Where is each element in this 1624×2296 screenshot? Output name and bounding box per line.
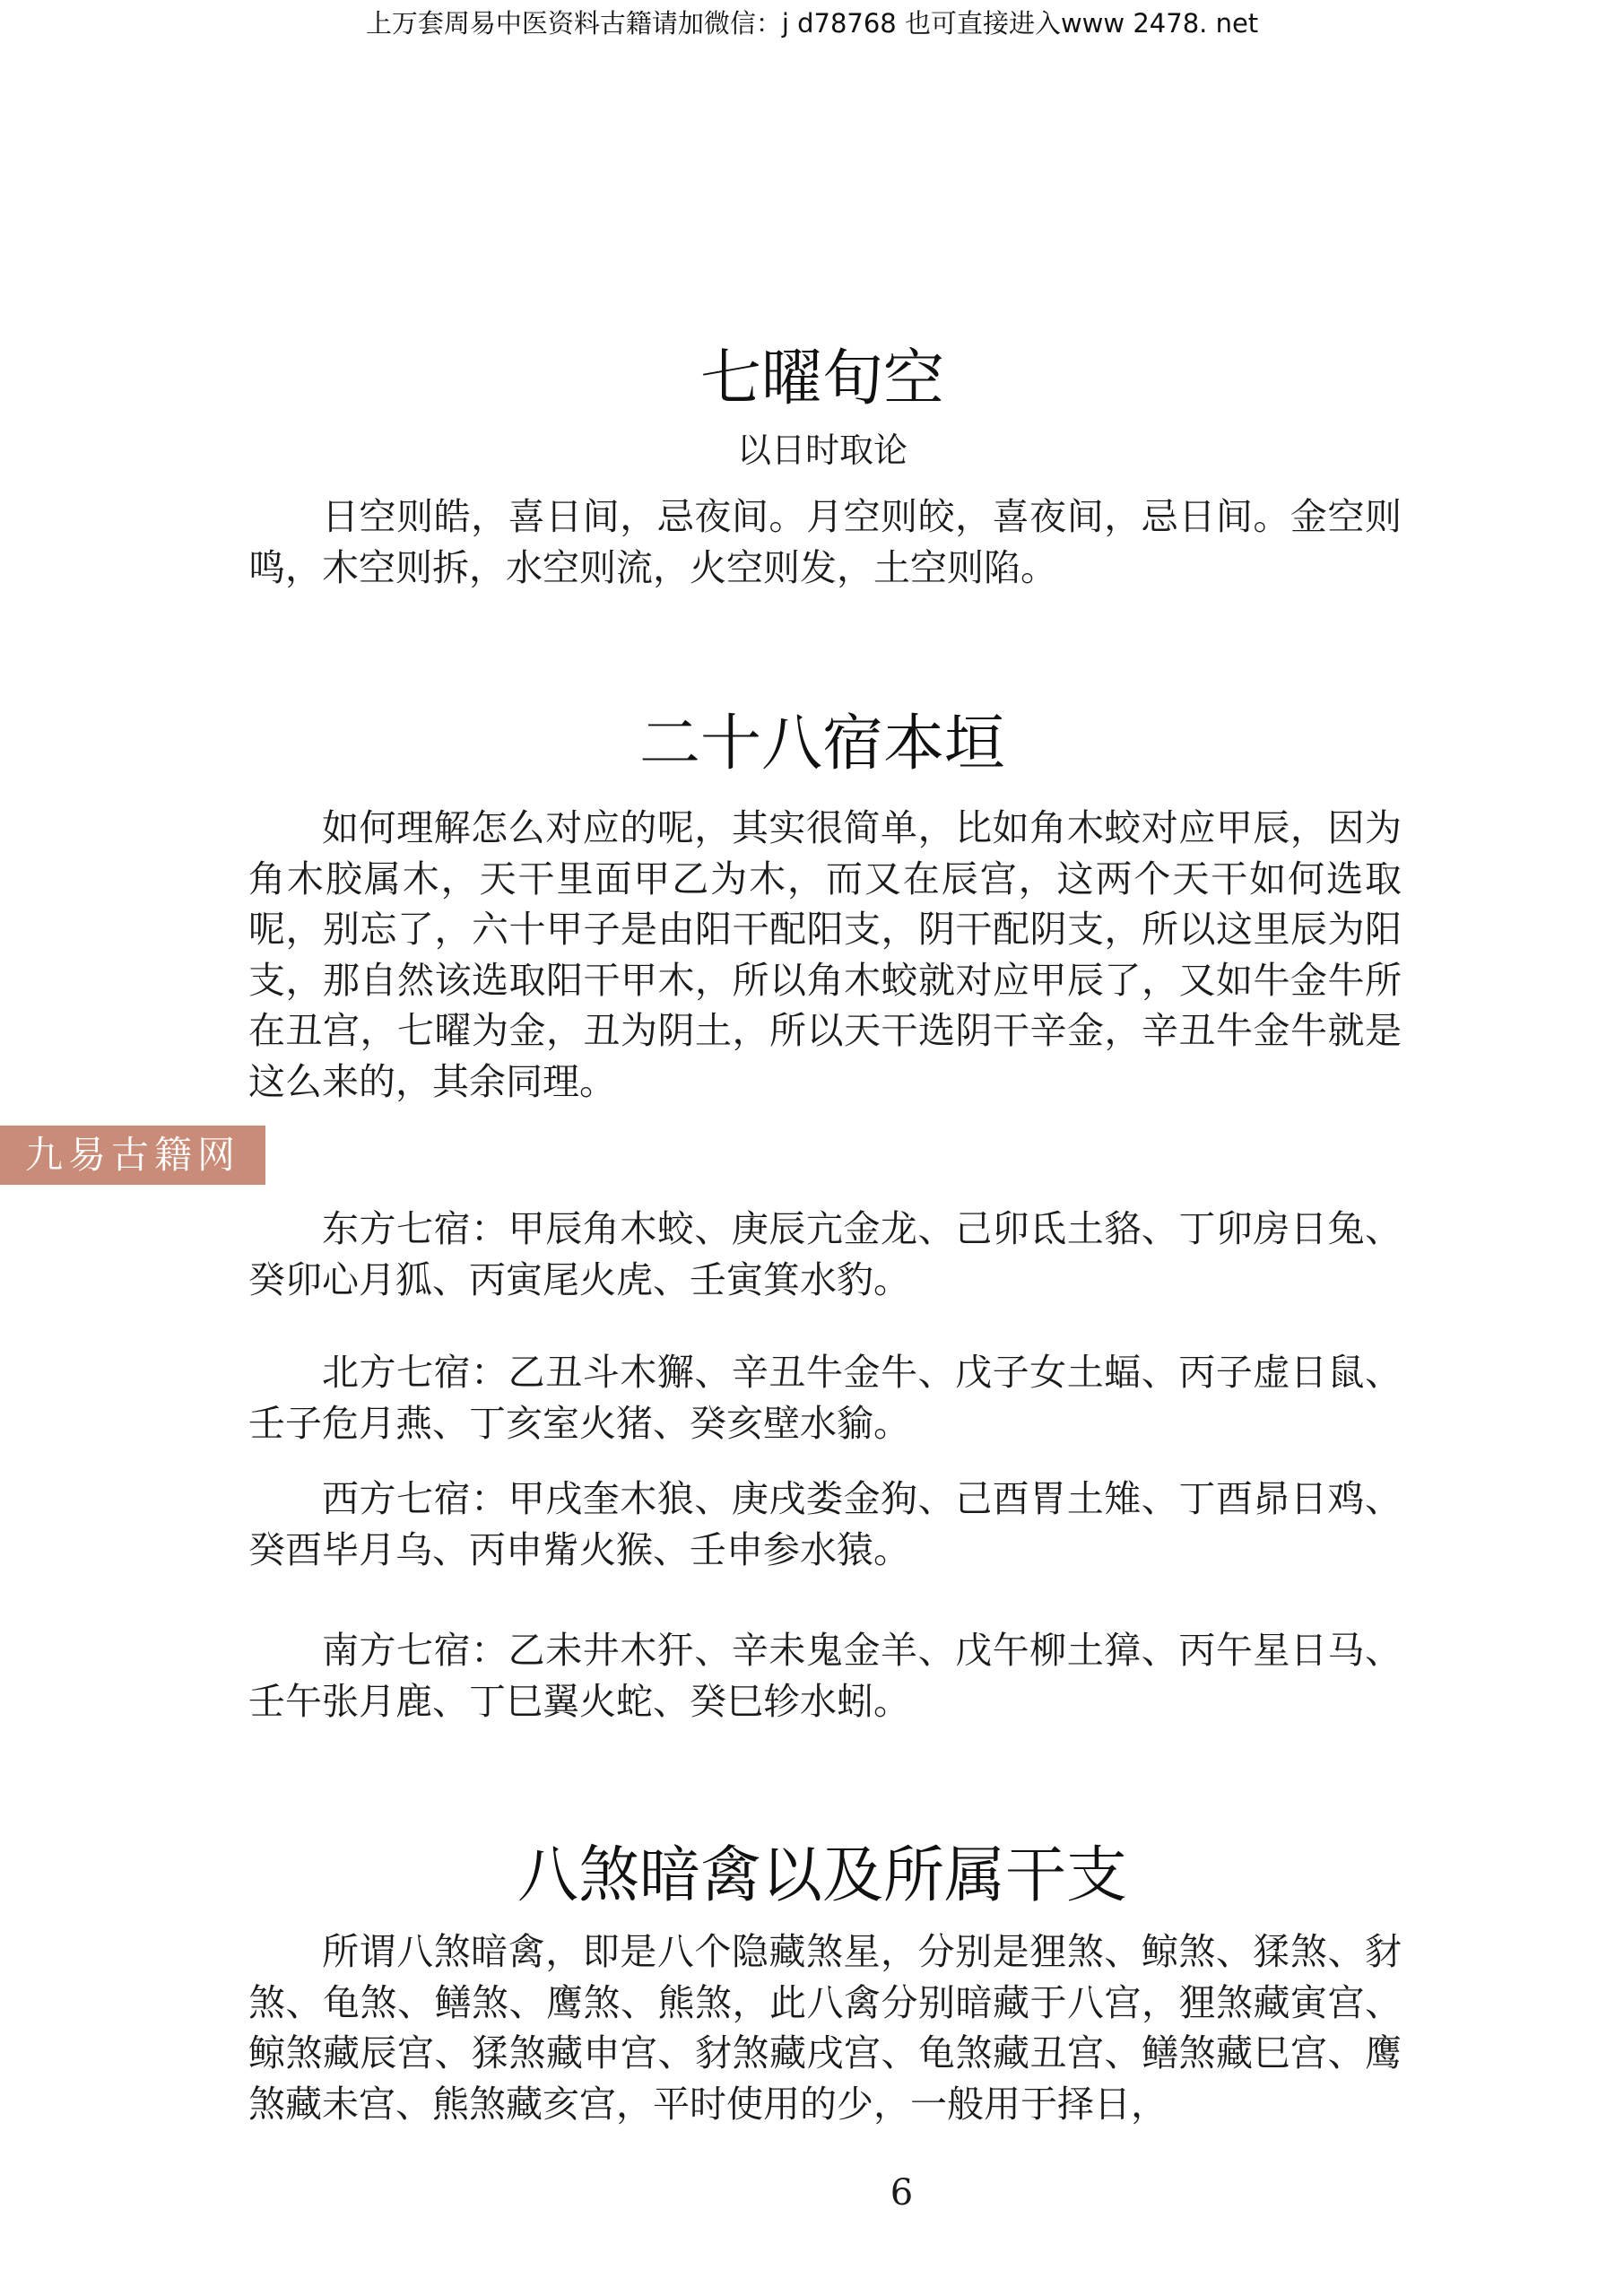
section-title-qiyao: 七曜旬空 bbox=[699, 344, 944, 414]
section-title-basha: 八煞暗禽以及所属干支 bbox=[517, 1840, 1127, 1911]
paragraph-qiyao: 日空则皓，喜日间，忌夜间。月空则皎，喜夜间，忌日间。金空则鸣，木空则拆，水空则流，火空则发，土空则陷。 bbox=[248, 495, 1402, 589]
watermark-stamp: 九易古籍网 bbox=[0, 1126, 265, 1185]
section-title-ershiba: 二十八宿本垣 bbox=[638, 709, 1005, 779]
section-subtitle-qiyao: 以日时取论 bbox=[736, 430, 908, 470]
paragraph-ershiba-intro: 如何理解怎么对应的呢，其实很简单，比如角木蛟对应甲辰，因为角木胶属木，天干里面甲乙为木，而又在辰宫，这两个天干如何选取呢，别忘了，六十甲子是由阳干配阳支，阴干配阴支，所以这里辰为阳支，那自然该选取阳干甲木，所以角木蛟就对应甲辰了，又如牛金牛所在丑宫，七曜为金，丑为阴土，所以天干选阴干辛金，辛丑牛金牛就是这么来的，其余同理。 bbox=[248, 806, 1402, 1103]
paragraph-basha: 所谓八煞暗禽，即是八个隐藏煞星，分别是狸煞、鲸煞、猱煞、豺煞、龟煞、鳝煞、鹰煞、熊煞，此八禽分别暗藏于八宫，狸煞藏寅宫、鲸煞藏辰宫、猱煞藏申宫、豺煞藏戌宫、龟煞藏丑宫、鳝煞藏巳宫、鹰煞藏未宫、熊煞藏亥宫，平时使用的少，一般用于择日， bbox=[248, 1930, 1402, 2126]
paragraph-north-mansions: 北方七宿：乙丑斗木獬、辛丑牛金牛、戊子女土蝠、丙子虚日鼠、 壬子危月燕、丁亥室火猪、癸亥壁水貐。 bbox=[248, 1351, 1402, 1445]
paragraph-south-mansions: 南方七宿：乙未井木犴、辛未鬼金羊、戊午柳土獐、丙午星日马、 壬午张月鹿、丁巳翼火蛇、癸巳轸水蚓。 bbox=[248, 1629, 1402, 1723]
page-number: 6 bbox=[890, 2172, 914, 2213]
paragraph-west-mansions: 西方七宿：甲戌奎木狼、庚戌娄金狗、己酉胃土雉、丁酉昴日鸡、 癸酉毕月乌、丙申觜火猴、壬申参水猿。 bbox=[248, 1477, 1402, 1571]
paragraph-east-mansions: 东方七宿：甲辰角木蛟、庚辰亢金龙、己卯氐土貉、丁卯房日兔、 癸卯心月狐、丙寅尾火虎、壬寅箕水豹。 bbox=[248, 1207, 1402, 1301]
header-note: 上万套周易中医资料古籍请加微信：j d78768 也可直接进入www 2478. net bbox=[365, 8, 1259, 39]
